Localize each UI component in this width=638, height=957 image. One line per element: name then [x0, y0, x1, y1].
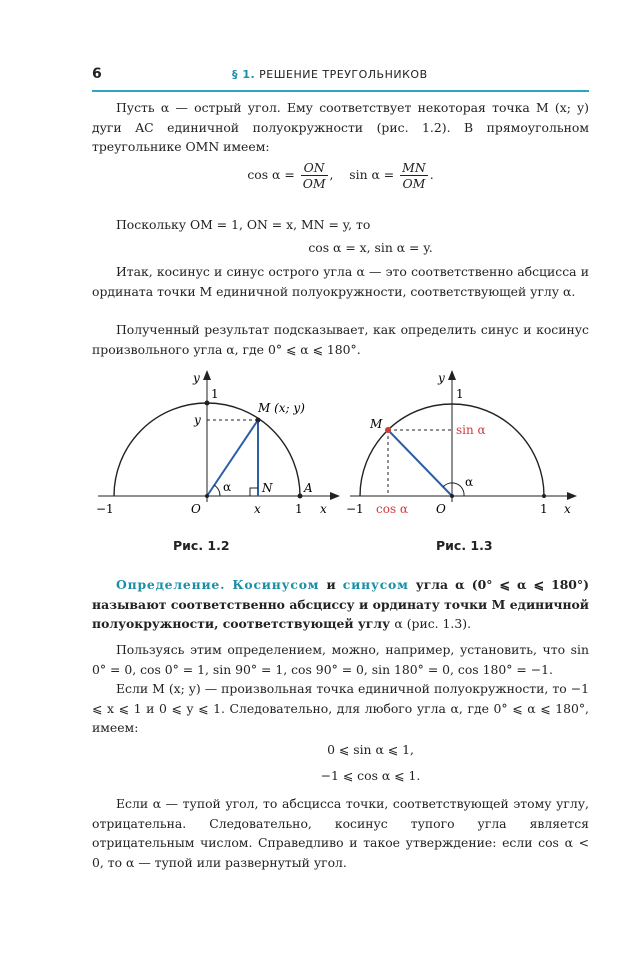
definition-block	[92, 575, 589, 634]
term-cosine: Косинусом	[232, 577, 320, 592]
origin-label-2: O	[436, 502, 446, 516]
one-right-label-2: 1	[540, 502, 548, 516]
formula-cos-x-sin-y: cos α = x, sin α = y.	[308, 240, 433, 255]
point-o-2	[450, 494, 454, 498]
definition-rest-1: угла α (0° ⩽ α ⩽ 180°)	[415, 577, 589, 592]
fraction-mn-om	[400, 160, 428, 191]
numerator-on: ON	[301, 160, 328, 176]
origin-label: O	[191, 502, 201, 516]
y-axis-arrow-icon	[203, 370, 211, 380]
term-and: и	[326, 577, 336, 592]
caption-fig-1-3: Рис. 1.3	[436, 538, 493, 553]
figure-1-3	[342, 368, 582, 528]
point-a-label: A	[304, 481, 313, 495]
point-n-label: N	[262, 481, 273, 495]
term-sine: синусом	[342, 577, 409, 592]
numerator-mn: MN	[402, 160, 426, 175]
header-rule	[92, 90, 589, 92]
minus-one-label: −1	[96, 502, 114, 516]
alpha-label: α	[223, 480, 232, 494]
one-top-label-2: 1	[456, 387, 464, 401]
page-header	[92, 66, 589, 88]
paragraph-4	[92, 320, 589, 359]
angle-arc	[214, 485, 220, 496]
point-o	[205, 494, 209, 498]
paragraph-5-text: Пользуясь этим определением, можно, например, установить, что sin 0° = 0, cos 0° = 1, sin 90° = 1, cos 90° = 0, sin 180° = 0, cos 180° = −1.	[92, 642, 589, 677]
separator-comma: ,	[329, 167, 334, 182]
section-number: § 1.	[232, 68, 256, 81]
page-number: 6	[92, 66, 102, 82]
sin-value-label: sin α	[456, 423, 486, 437]
y-axis-arrow-icon-2	[448, 370, 456, 380]
point-m	[256, 418, 261, 423]
x-axis-arrow-icon	[330, 492, 340, 500]
paragraph-3	[92, 262, 589, 301]
definition-text	[92, 575, 589, 634]
x-tick-label: x	[254, 502, 261, 516]
y-axis-label-2: y	[438, 371, 445, 385]
sin-label: sin α =	[349, 167, 395, 182]
minus-one-label-2: −1	[346, 502, 364, 516]
caption-fig-1-2: Рис. 1.2	[173, 538, 230, 553]
paragraph-2-text: Поскольку OM = 1, ON = x, MN = y, то	[116, 217, 371, 232]
paragraph-6	[92, 679, 589, 738]
definition-term: Определение.	[116, 577, 226, 592]
formula-end-period: .	[429, 167, 434, 182]
radius-om-2	[388, 430, 452, 496]
x-axis-label-2: x	[564, 502, 571, 516]
x-axis-label: x	[320, 502, 327, 516]
paragraph-3-text: Итак, косинус и синус острого угла α — это соответственно абсцисса и ордината точки M единичной полуокружности, соответствующей углу α.	[92, 264, 589, 299]
radius-om	[207, 420, 258, 496]
paragraph-7	[92, 794, 589, 872]
point-m-label: M (x; y)	[258, 401, 305, 415]
section-name: РЕШЕНИЕ ТРЕУГОЛЬНИКОВ	[259, 68, 428, 81]
alpha-label-2: α	[465, 475, 474, 489]
one-right-label: 1	[295, 502, 303, 516]
cos-value-label: cos α	[376, 502, 409, 516]
paragraph-5	[92, 640, 589, 679]
formula-cos-sin-ratio	[92, 160, 589, 191]
point-m-2	[385, 427, 391, 433]
paragraph-4-text: Полученный результат подсказывает, как определить синус и косинус произвольного угла α, где 0° ⩽ α ⩽ 180°.	[92, 322, 589, 357]
y-axis-label: y	[193, 371, 200, 385]
paragraph-1	[92, 98, 589, 157]
denominator-om-2: OM	[402, 176, 426, 191]
y-tick-label: y	[194, 413, 201, 427]
one-top-label: 1	[211, 387, 219, 401]
point-c	[205, 401, 210, 406]
paragraph-1-text: Пусть α — острый угол. Ему соответствует некоторая точка M (x; y) дуги AC единичной полуокружности (рис. 1.2). В прямоугольном треугольнике OMN имеем:	[92, 100, 589, 154]
point-m-label-2: M	[370, 417, 383, 431]
paragraph-6-text: Если M (x; y) — произвольная точка единичной полуокружности, то −1 ⩽ x ⩽ 1 и 0 ⩽ y ⩽ 1. Следовательно, для любого угла α, где 0° ⩽ α ⩽ 180°, имеем:	[92, 681, 589, 735]
paragraph-7-text: Если α — тупой угол, то абсцисса точки, соответствующей этому углу, отрицательна. Следовательно, косинус тупого угла является отрицательным числом. Справедливо и такое утверждение: если cos α < 0, то α — тупой или развернутый угол.	[92, 796, 589, 870]
section-title	[232, 68, 428, 81]
fraction-on-om	[301, 160, 328, 191]
point-a	[298, 494, 303, 499]
denominator-om: OM	[302, 176, 326, 191]
point-one-2	[542, 494, 546, 498]
paragraph-2	[92, 215, 589, 235]
cos-label: cos α =	[247, 167, 295, 182]
formula-sin-bounds: 0 ⩽ sin α ⩽ 1,	[327, 742, 414, 757]
definition-rest-2: называют соответственно абсциссу и ординату точки M единичной полуокружности, соответствующей углу	[92, 596, 589, 631]
x-axis-arrow-icon-2	[567, 492, 577, 500]
definition-rest-3: α (рис. 1.3).	[394, 616, 472, 631]
formula-cos-bounds: −1 ⩽ cos α ⩽ 1.	[320, 768, 421, 783]
figure-1-2	[90, 368, 350, 528]
right-angle-mark	[250, 488, 258, 496]
